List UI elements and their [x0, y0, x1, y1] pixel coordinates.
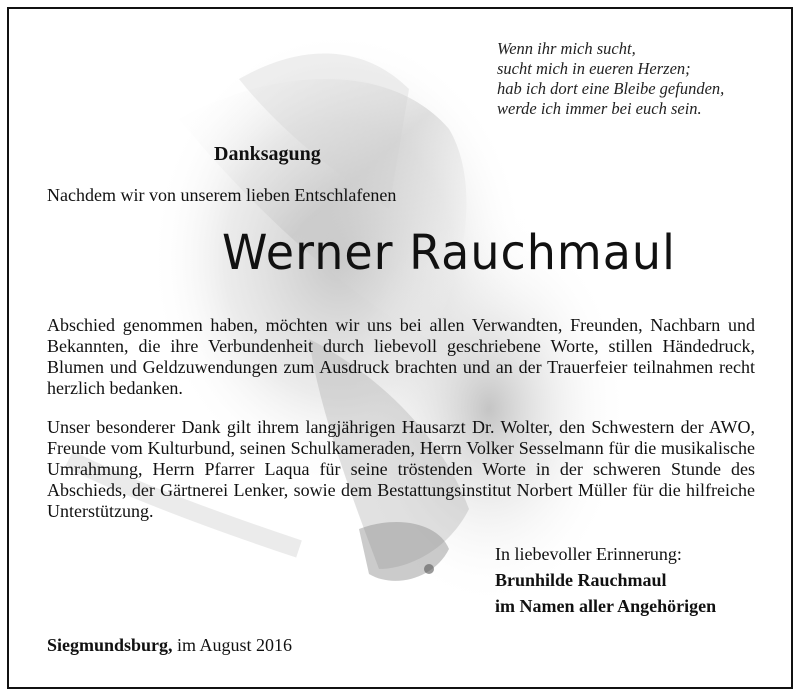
obituary-card: [7, 7, 793, 689]
thanks-paragraph-1: Abschied genommen haben, möchten wir uns bei allen Verwandten, Freunden, Nachbarn und Bekannten, die ihre Verbundenheit durch liebevoll geschriebene Worte, stillen Händedruck, Blumen und Geldzuwendungen zum Ausdruck brachten und an der Trauerfeier teilnahmen recht herzlich bedanken.: [47, 315, 755, 398]
place-date: [47, 635, 292, 656]
poem-line: werde ich immer bei euch sein.: [497, 99, 702, 118]
deceased-name: Werner Rauchmaul: [222, 223, 676, 281]
date-text: im August 2016: [177, 635, 293, 655]
poem-line: sucht mich in eueren Herzen;: [497, 59, 691, 78]
signature-line-1: In liebevoller Erinnerung:: [495, 544, 682, 564]
poem: [497, 39, 724, 119]
thanks-paragraph-2: Unser besonderer Dank gilt ihrem langjährigen Hausarzt Dr. Wolter, den Schwestern der AWO, Freunde vom Kulturbund, seinen Schulkameraden, Herrn Volker Sesselmann für die musikalische Umrahmung, Herrn Pfarrer Laqua für seine tröstenden Worte in der schweren Stunde des Abschieds, der Gärtnerei Lenker, sowie dem Bestattungsinstitut Norbert Müller für die hilfreiche Unterstützung.: [47, 417, 755, 521]
signature: [495, 541, 716, 619]
place-name: Siegmundsburg,: [47, 635, 173, 655]
heading: Danksagung: [214, 143, 321, 165]
intro-text: Nachdem wir von unserem lieben Entschlafenen: [47, 185, 397, 205]
poem-line: Wenn ihr mich sucht,: [497, 39, 636, 58]
signature-line-2: Brunhilde Rauchmaul: [495, 570, 667, 590]
signature-line-3: im Namen aller Angehörigen: [495, 596, 717, 616]
poem-line: hab ich dort eine Bleibe gefunden,: [497, 79, 725, 98]
